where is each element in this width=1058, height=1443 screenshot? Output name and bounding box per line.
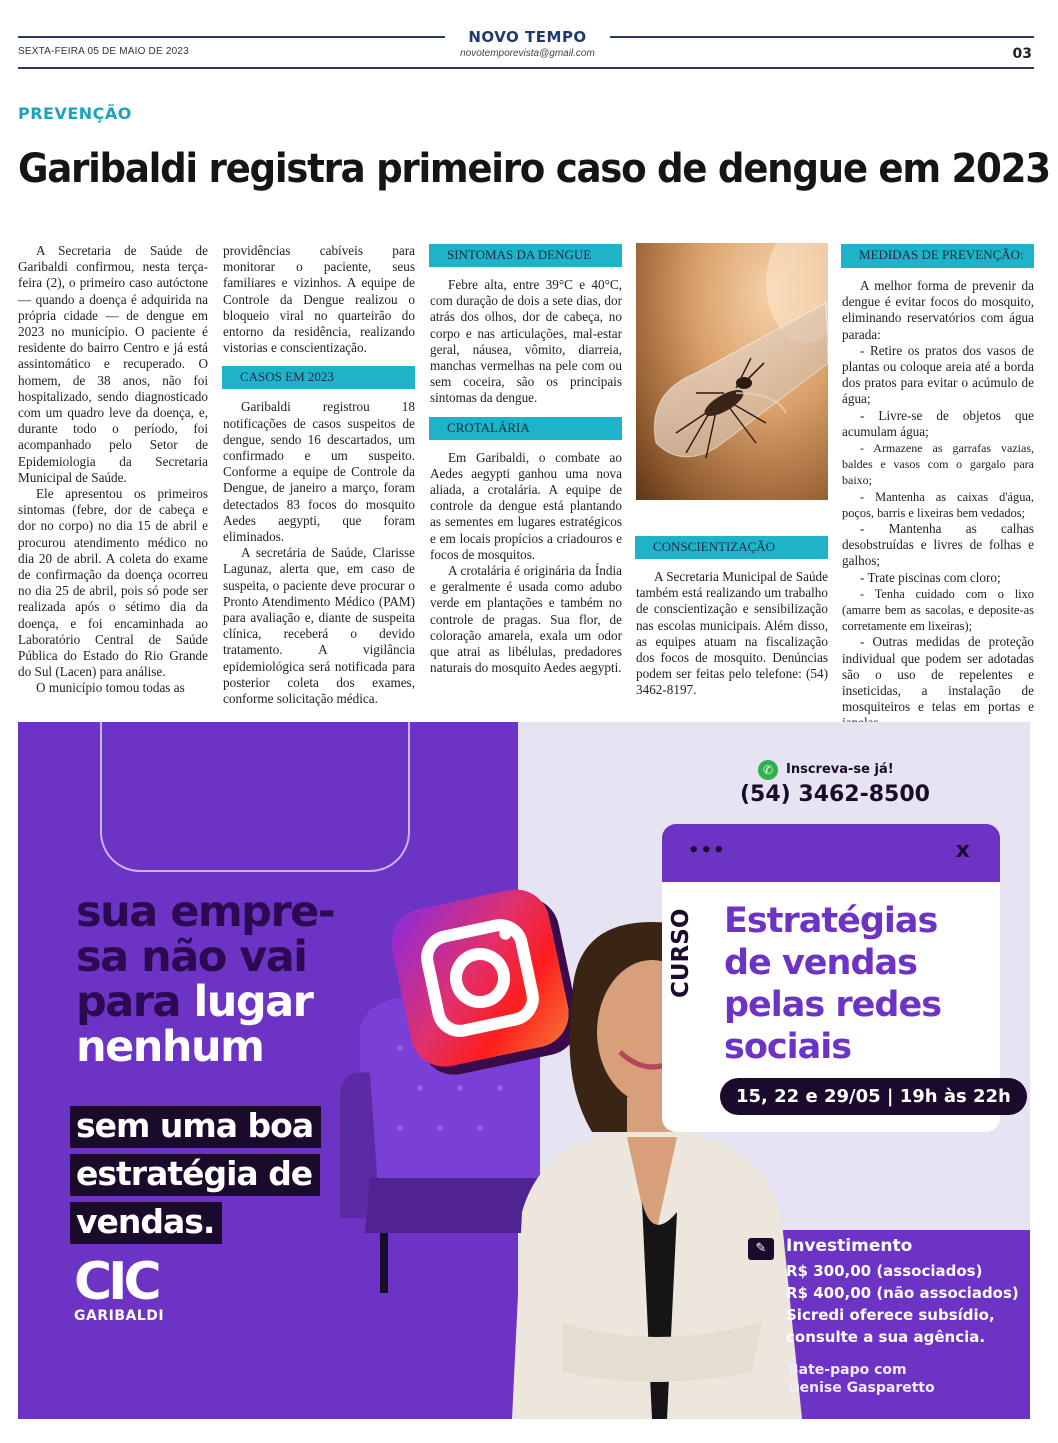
course-title-line: de vendas: [724, 943, 917, 983]
ad-sub-line: sem uma boa: [70, 1106, 321, 1148]
article-column-2: [223, 243, 415, 707]
list-item: - Mantenha as calhas desobstruídas e livres de folhas e galhos;: [842, 521, 1034, 569]
investment-line: consulte a sua agência.: [786, 1328, 986, 1346]
subheading-box: SINTOMAS DA DENGUE: [429, 244, 622, 267]
paragraph: A Secretaria de Saúde de Garibaldi confirmou, nesta terça-feira (2), o primeiro caso autóctone — quando a doença é adquirida na própria cidade — de dengue em 2023 no município. O paciente é residente do bairro Centro e já está assintomático e recuperado. O homem, de 38 anos, não foi hospitalizado, sendo diagnosticado com um quadro leve da doença, e, durante todo o período, foi acompanhado pelo Setor de Epidemiologia da Secretaria Municipal de Saúde.: [18, 243, 208, 485]
investment-line: R$ 400,00 (não associados): [786, 1284, 1019, 1302]
ad-sub-line: estratégia de: [70, 1154, 320, 1196]
course-card-titlebar: [662, 824, 1000, 882]
header-rule-bottom: [18, 67, 1034, 69]
talk-line: Denise Gasparetto: [788, 1380, 935, 1396]
article-column-1: [18, 243, 208, 697]
course-title-line: pelas redes: [724, 985, 942, 1025]
paragraph: A melhor forma de prevenir da dengue é evitar focos do mosquito, eliminando reservatórios com água parada:: [842, 278, 1034, 342]
close-icon: x: [955, 838, 970, 863]
list-item: - Retire os pratos dos vasos de plantas ou coloque areia até a borda dos pratos para evitar o acúmulo de água;: [842, 342, 1034, 407]
investment-line: Sicredi oferece subsídio,: [786, 1306, 995, 1324]
list-item: - Livre-se de objetos que acumulam água;: [842, 407, 1034, 439]
course-title-line: sociais: [724, 1027, 852, 1067]
edition-date: SEXTA-FEIRA 05 DE MAIO DE 2023: [18, 46, 189, 57]
more-icon: •••: [688, 840, 726, 861]
investment-line: R$ 300,00 (associados): [786, 1262, 983, 1280]
subheading-box: MEDIDAS DE PREVENÇÃO:: [841, 244, 1034, 268]
course-title-line: Estratégias: [724, 901, 938, 941]
article-column-5: [842, 240, 1034, 732]
page-number: 03: [1012, 46, 1032, 62]
signup-phone[interactable]: (54) 3462-8500: [740, 782, 930, 807]
investment-title: Investimento: [786, 1236, 913, 1256]
paragraph: A Secretaria Municipal de Saúde também está realizando um trabalho de conscientização e sensibilização nas escolas municipais. Além disso, as equipes atuam na fiscalização dos focos de mosquito. Denúncias podem ser feitas pelo telefone: (54) 3462-8197.: [636, 569, 828, 698]
subheading-box: CASOS EM 2023: [222, 366, 415, 389]
newspaper-brand: [445, 27, 610, 61]
list-item: - Trate piscinas com cloro;: [860, 569, 1001, 585]
cic-logo: [74, 1252, 165, 1324]
list-item: - Armazene as garrafas vazias, baldes e vasos com o gargalo para baixo;: [842, 441, 1034, 488]
ad-sub-line: vendas.: [70, 1202, 222, 1244]
paragraph: O município tomou todas as: [36, 680, 185, 696]
section-tag: PREVENÇÃO: [18, 104, 132, 123]
course-advertisement[interactable]: [18, 722, 1030, 1419]
list-item: - Outras medidas de proteção individual que podem ser adotadas são o uso de repelentes e inseticidas, a instalação de mosquiteiros e telas em portas e: [842, 634, 1034, 715]
newspaper-email: novotemporevista@gmail.com: [460, 48, 595, 59]
subheading-box: CONSCIENTIZAÇÃO: [635, 536, 828, 559]
talk-line: Bate-papo com: [788, 1362, 907, 1378]
whatsapp-icon: ✆: [758, 760, 778, 780]
subheading-box: CROTALÁRIA: [429, 417, 622, 440]
paragraph: Febre alta, entre 39°C e 40°C, com duração de dois a sete dias, dor atrás dos olhos, dor de cabeça, no corpo e nas articulações, mal-estar geral, náusea, vômito, diarreia, manchas vermelhas na pele com ou sem coceira, são os principais sintomas da dengue.: [430, 277, 622, 406]
list-item: - Mantenha as caixas d'água, poços, barris e lixeiras bem vedados;: [842, 489, 1034, 520]
paragraph: providências cabíveis para monitorar o paciente, seus familiares e vizinhos. A equipe de Controle da Dengue realizou o bloqueio viral no quarteirão do entorno da residência, realizando vistorias e conscientização.: [223, 243, 415, 356]
mosquito-photo: [636, 243, 828, 500]
cic-logo-city: GARIBALDI: [74, 1308, 165, 1324]
paragraph: Em Garibaldi, o combate ao Aedes aegypti ganhou uma nova aliada, a crotalária. A equipe de controle da dengue está plantando as sementes em lugares estratégicos e em locais propícios a criadouros e focos de mosquitos.: [430, 449, 622, 562]
mosquito-in-tube-illustration: [636, 243, 828, 500]
ad-decor-outline: [100, 722, 410, 872]
article-column-4: [636, 532, 828, 699]
newspaper-name: NOVO TEMPO: [468, 28, 587, 46]
article-column-3: [430, 240, 622, 676]
ad-headline: [76, 887, 376, 1072]
paragraph: Ele apresentou os primeiros sintomas (febre, dor de cabeça e dor no corpo) no dia 15 de abril e procurou atendimento médico no dia 20 de abril. A coleta do exame de confirmação da doença ocorreu no dia 25 de abril, pois só pode ser realizada após o sétimo dia da doença, e foi encaminhada ao Laboratório Central de Saúde Pública do Estado do Rio Grande do Sul (Lacen) para análise.: [18, 486, 208, 680]
ad-headline-dark: sua empre-sa não vai para: [76, 887, 335, 1027]
course-dates-pill: 15, 22 e 29/05 | 19h às 22h: [720, 1078, 1027, 1115]
paragraph: A secretária de Saúde, Clarisse Lagunaz, alerta que, em caso de suspeita, o paciente deve procurar o Pronto Atendimento Médico (PAM) para avaliação e, diante de suspeita clínica, receberá o devido tratamento. A vigilância epidemiológica será notificada para posterior coleta dos exames, conforme solicitação médica.: [223, 545, 415, 707]
list-item: - Tenha cuidado com o lixo (amarre bem as sacolas, e deposite-as corretamente em lixeiras);: [842, 586, 1034, 634]
course-title: [724, 900, 941, 1068]
price-list-icon: ✎: [748, 1238, 774, 1260]
course-label: CURSO: [668, 908, 694, 998]
signup-label: Inscreva-se já!: [786, 762, 894, 777]
article-headline: Garibaldi registra primeiro caso de dengue em 2023: [18, 146, 1050, 192]
ad-subheadline: [70, 1106, 321, 1250]
ad-headline-highlight: lugar nenhum: [76, 977, 313, 1072]
cic-logo-mark: CIC: [74, 1252, 158, 1312]
paragraph: Garibaldi registrou 18 notificações de casos suspeitos de dengue, sendo 16 descartados, um confirmado e um suspeito. Conforme a equipe de Controle da Dengue, de janeiro a março, foram detectados 83 focos do mosquito Aedes aegypti, que foram eliminados.: [223, 399, 415, 545]
paragraph: A crotalária é originária da Índia e geralmente é usada como adubo verde em plantações e também no controle de pragas. Sua flor, de coloração amarela, exala um odor que atrai as libélulas, predadores naturais do mosquito Aedes aegypti.: [430, 563, 622, 676]
